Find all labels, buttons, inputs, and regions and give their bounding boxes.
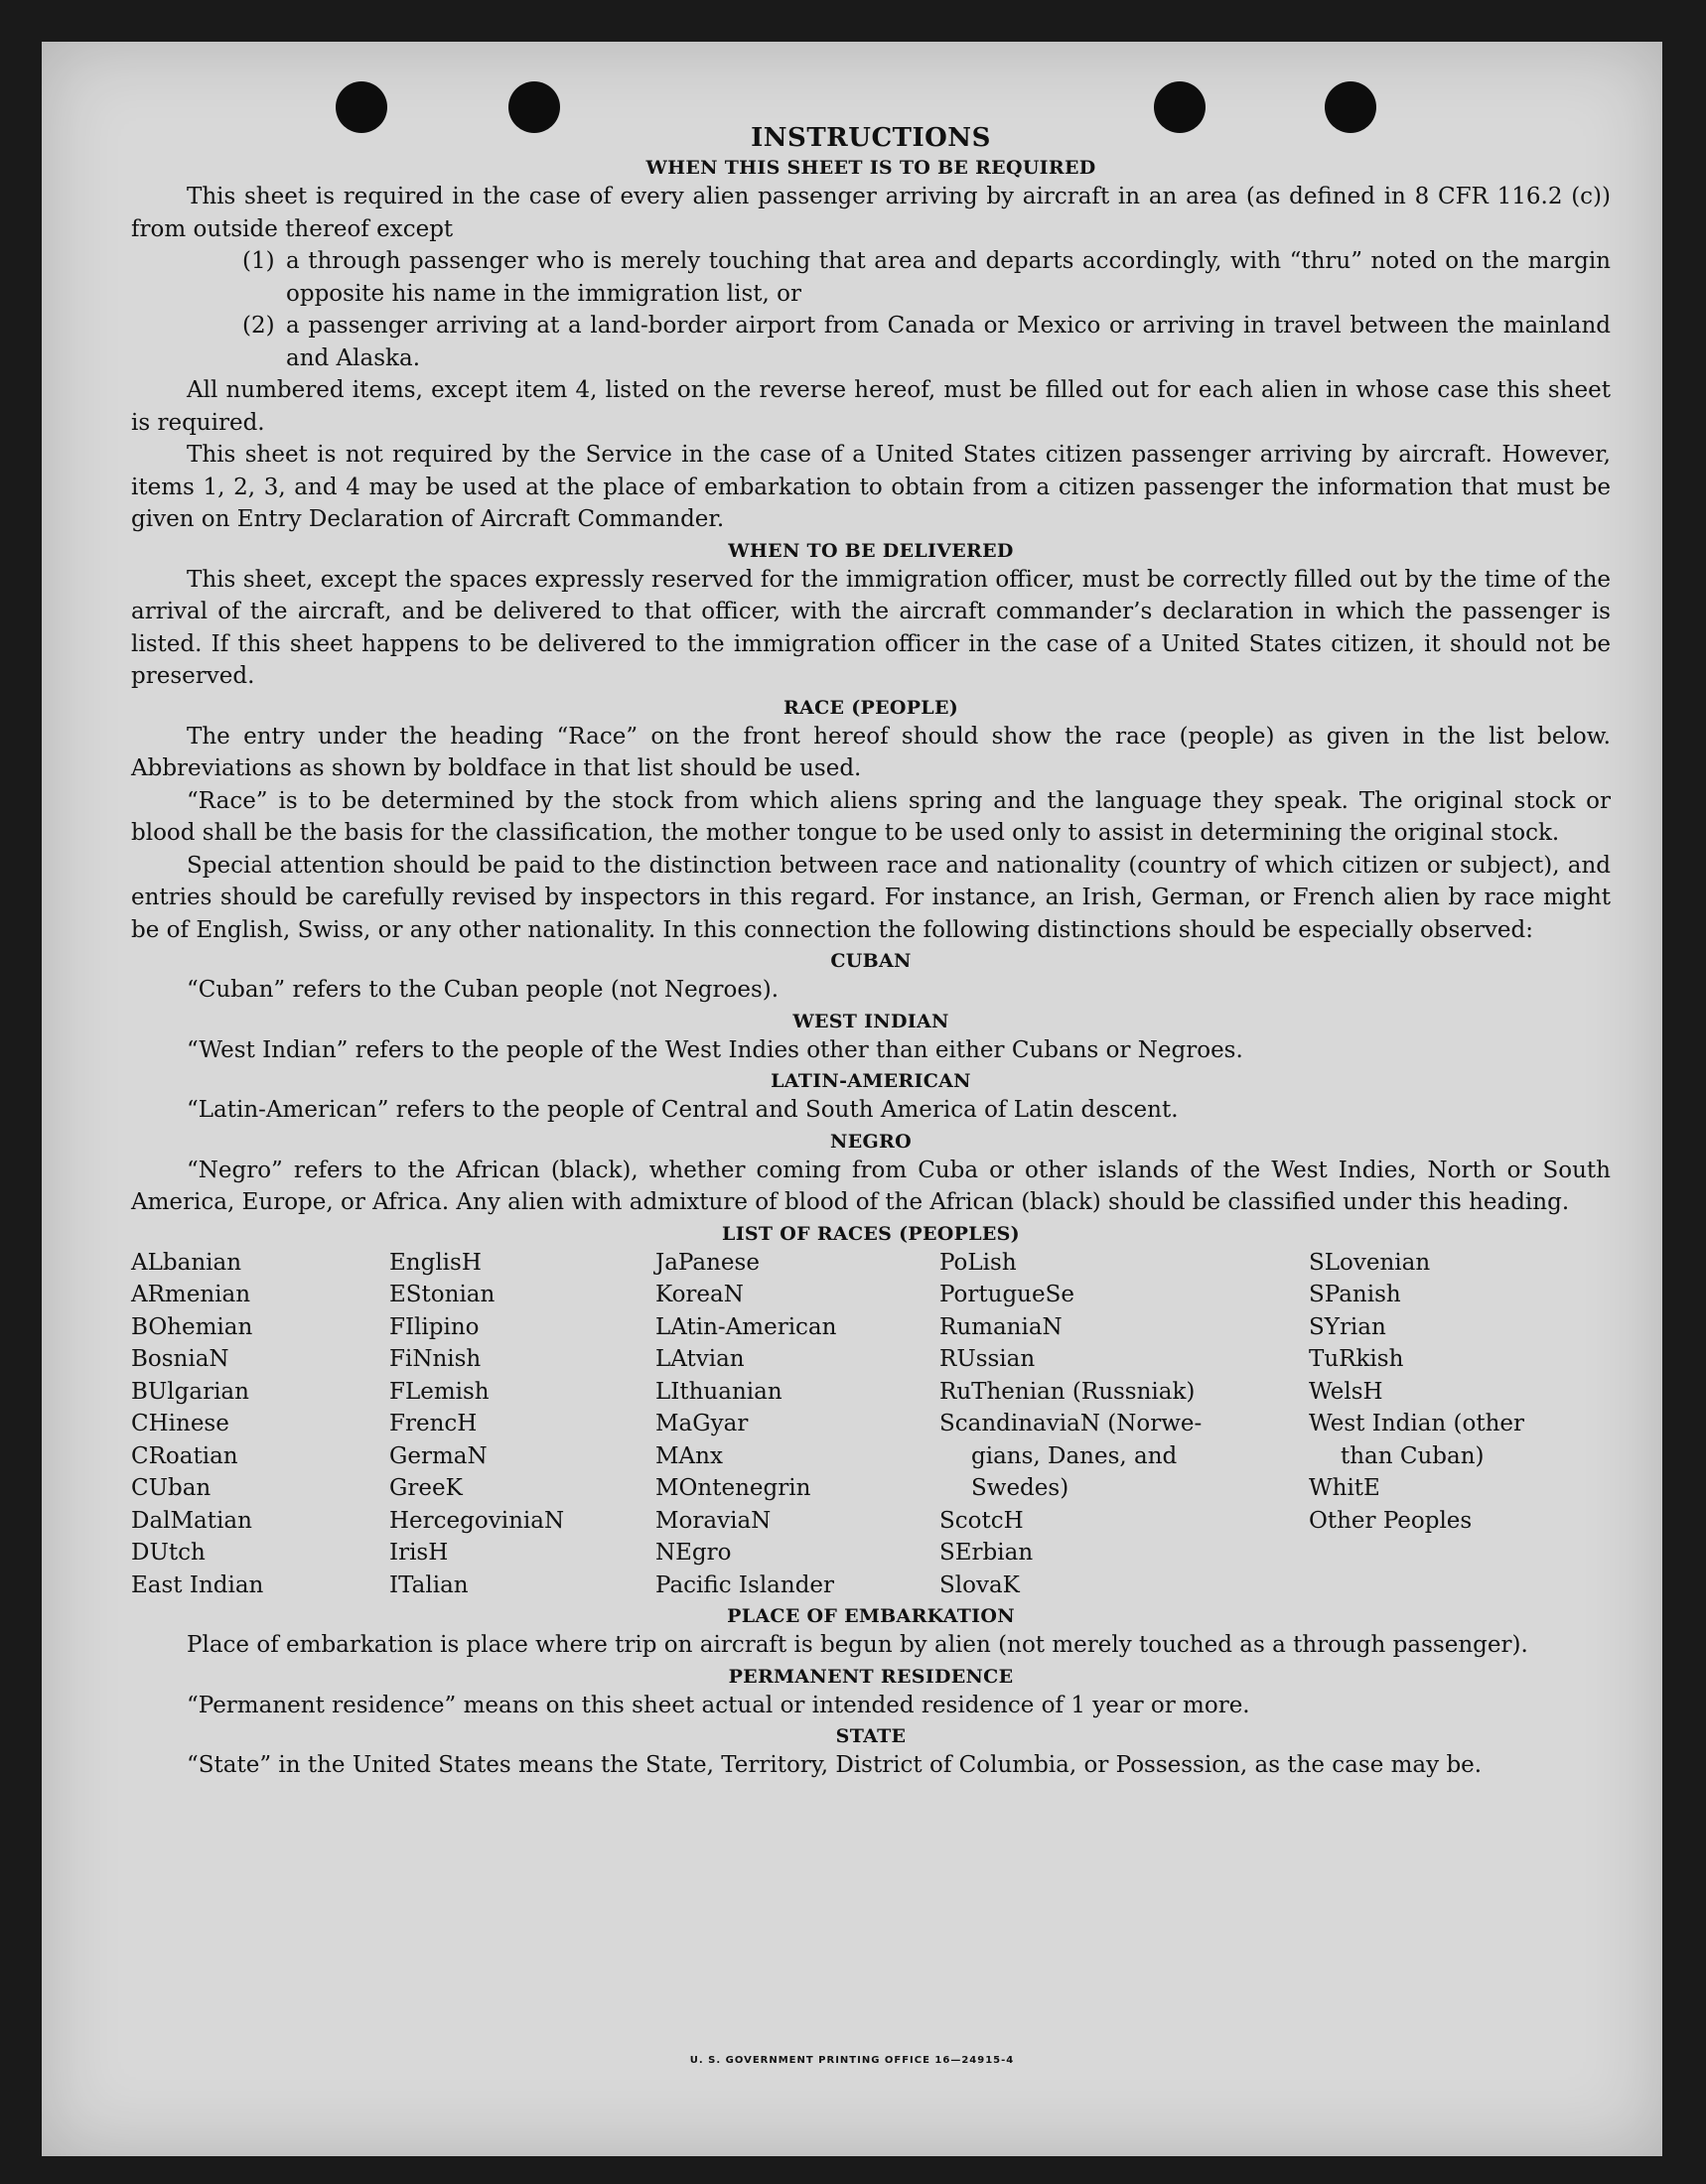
race-entry: CUban xyxy=(131,1475,212,1501)
document-page xyxy=(42,42,1662,2156)
race-entry: WelsH xyxy=(1309,1378,1383,1405)
race-entry: gians, Danes, and xyxy=(971,1442,1178,1469)
section-heading: WHEN THIS SHEET IS TO BE REQUIRED xyxy=(645,157,1096,179)
race-entry: FIlipino xyxy=(389,1313,480,1340)
race-entry: LAtin-American xyxy=(655,1313,837,1340)
race-entry: LAtvian xyxy=(655,1346,745,1372)
race-entry: BUlgarian xyxy=(131,1378,249,1405)
item-text: a through passenger who is merely touching that area and departs accordingly, with “thru” noted on the margin opposite his name in the immigration list, or xyxy=(286,248,1611,307)
race-entry: DUtch xyxy=(131,1540,206,1566)
race-entry: CHinese xyxy=(131,1411,229,1436)
paragraph: “West Indian” refers to the people of the West Indies other than either Cubans or Negroes. xyxy=(187,1036,1243,1063)
paragraph: Place of embarkation is place where trip on aircraft is begun by alien (not merely touched as a through passenger). xyxy=(187,1632,1528,1658)
race-column xyxy=(1309,1247,1607,1602)
race-entry: FrencH xyxy=(389,1411,478,1436)
section-heading: NEGRO xyxy=(830,1130,912,1153)
section-heading: CUBAN xyxy=(830,950,912,972)
race-entry: ScotcH xyxy=(939,1507,1024,1534)
paragraph: This sheet is required in the case of every alien passenger arriving by aircraft in an area (as defined in 8 CFR 116.2 (c)) from outside thereof except xyxy=(131,184,1611,242)
race-entry: WhitE xyxy=(1309,1475,1380,1501)
paragraph: All numbered items, except item 4, listed on the reverse hereof, must be filled out for each alien in whose case this sheet is required. xyxy=(131,377,1611,436)
race-entry: RUssian xyxy=(939,1346,1036,1372)
race-entry: MoraviaN xyxy=(655,1507,772,1534)
instructions-content xyxy=(131,123,1611,1782)
race-entry: DalMatian xyxy=(131,1507,252,1534)
section-heading: STATE xyxy=(835,1725,907,1747)
section-heading: WEST INDIAN xyxy=(792,1010,949,1032)
paragraph: This sheet, except the spaces expressly reserved for the immigration officer, must be correctly filled out by the time of the arrival of the aircraft, and be delivered to that officer, with the aircraft commander’s declaration in which the passenger is listed. If this sheet happens to be delivered to the immigration officer in the case of a United States citizen, it should not be preserved. xyxy=(131,566,1611,689)
race-entry: SPanish xyxy=(1309,1282,1401,1307)
race-entry: East Indian xyxy=(131,1571,264,1598)
race-entry: BosniaN xyxy=(131,1346,229,1372)
paragraph: “Negro” refers to the African (black), whether coming from Cuba or other islands of the West Indies, North or South America, Europe, or Africa. Any alien with admixture of blood of the African (black) should be classified under this heading. xyxy=(131,1157,1611,1215)
race-entry: MaGyar xyxy=(655,1411,749,1436)
race-entry: SYrian xyxy=(1309,1313,1386,1340)
race-entry: FLemish xyxy=(389,1378,490,1405)
section-heading: LIST OF RACES (PEOPLES) xyxy=(722,1222,1020,1245)
race-entry: RuThenian (Russniak) xyxy=(939,1378,1196,1405)
race-entry: BOhemian xyxy=(131,1313,253,1340)
race-entry: TuRkish xyxy=(1309,1346,1404,1372)
race-entry: Other Peoples xyxy=(1309,1507,1473,1534)
race-entry: GreeK xyxy=(389,1475,463,1501)
paragraph: “Permanent residence” means on this sheet actual or intended residence of 1 year or more. xyxy=(187,1692,1250,1718)
race-entry: ITalian xyxy=(389,1571,469,1598)
list-item xyxy=(242,245,1611,310)
race-entry: EnglisH xyxy=(389,1249,482,1276)
paragraph: “State” in the United States means the State, Territory, District of Columbia, or Possession, as the case may be. xyxy=(187,1752,1483,1778)
race-entry: ScandinaviaN (Norwe- xyxy=(939,1411,1203,1436)
race-column xyxy=(939,1247,1309,1602)
paragraph: Special attention should be paid to the distinction between race and nationality (country of which citizen or subject), and entries should be carefully revised by inspectors in this regard. For instance, an Irish, German, or French alien by race might be of English, Swiss, or any other nationality. In this connection the following distinctions should be especially observed: xyxy=(131,852,1611,943)
race-entry: GermaN xyxy=(389,1442,488,1469)
race-entry: SErbian xyxy=(939,1540,1034,1566)
race-entry: MOntenegrin xyxy=(655,1475,811,1501)
paragraph: “Race” is to be determined by the stock from which aliens spring and the language they speak. The original stock or blood shall be the basis for the classification, the mother tongue to be used only to assist in determining the original stock. xyxy=(131,787,1611,846)
race-entry: Swedes) xyxy=(971,1475,1069,1501)
printing-office-footer: U. S. GOVERNMENT PRINTING OFFICE 16—24915-4 xyxy=(689,2055,1015,2066)
race-entry: MAnx xyxy=(655,1442,723,1469)
race-entry: EStonian xyxy=(389,1282,496,1307)
section-heading: PERMANENT RESIDENCE xyxy=(728,1665,1014,1688)
race-entry: ALbanian xyxy=(131,1249,242,1276)
race-entry: Pacific Islander xyxy=(655,1571,835,1598)
race-entry: KoreaN xyxy=(655,1282,744,1307)
item-text: a passenger arriving at a land-border airport from Canada or Mexico or arriving in travel between the mainland and Alaska. xyxy=(286,313,1611,371)
race-entry: NEgro xyxy=(655,1540,732,1566)
race-entry: West Indian (other xyxy=(1309,1411,1525,1436)
race-column xyxy=(131,1247,389,1602)
race-entry: PortugueSe xyxy=(939,1282,1074,1307)
race-entry: SlovaK xyxy=(939,1571,1020,1598)
race-entry: RumaniaN xyxy=(939,1313,1063,1340)
race-list xyxy=(131,1247,1611,1602)
race-column xyxy=(655,1247,939,1602)
section-heading: WHEN TO BE DELIVERED xyxy=(728,539,1014,562)
race-entry: LIthuanian xyxy=(655,1378,782,1405)
paragraph: The entry under the heading “Race” on the front hereof should show the race (people) as given in the list below. Abbreviations as shown by boldface in that list should be used. xyxy=(131,723,1611,781)
page-title: INSTRUCTIONS xyxy=(751,123,991,153)
race-entry: FiNnish xyxy=(389,1346,482,1372)
section-heading: LATIN-AMERICAN xyxy=(771,1070,971,1092)
paragraph: “Cuban” refers to the Cuban people (not Negroes). xyxy=(187,977,780,1003)
list-item xyxy=(242,310,1611,374)
item-number: (2) xyxy=(242,313,275,339)
race-entry: HercegoviniaN xyxy=(389,1507,565,1534)
section-heading: PLACE OF EMBARKATION xyxy=(727,1605,1015,1627)
race-entry: JaPanese xyxy=(655,1249,760,1276)
paragraph: This sheet is not required by the Service in the case of a United States citizen passenger arriving by aircraft. However, items 1, 2, 3, and 4 may be used at the place of embarkation to obtain from a citizen passenger the information that must be given on Entry Declaration of Aircraft Commander. xyxy=(131,442,1611,532)
item-number: (1) xyxy=(242,248,275,274)
race-column xyxy=(389,1247,655,1602)
race-entry: PoLish xyxy=(939,1249,1017,1276)
race-entry: than Cuban) xyxy=(1341,1442,1485,1469)
race-entry: ARmenian xyxy=(131,1282,251,1307)
paragraph: “Latin-American” refers to the people of Central and South America of Latin descent. xyxy=(187,1097,1179,1123)
race-entry: IrisH xyxy=(389,1540,449,1566)
race-entry: SLovenian xyxy=(1309,1249,1431,1276)
section-heading: RACE (PEOPLE) xyxy=(782,696,959,719)
race-entry: CRoatian xyxy=(131,1442,238,1469)
